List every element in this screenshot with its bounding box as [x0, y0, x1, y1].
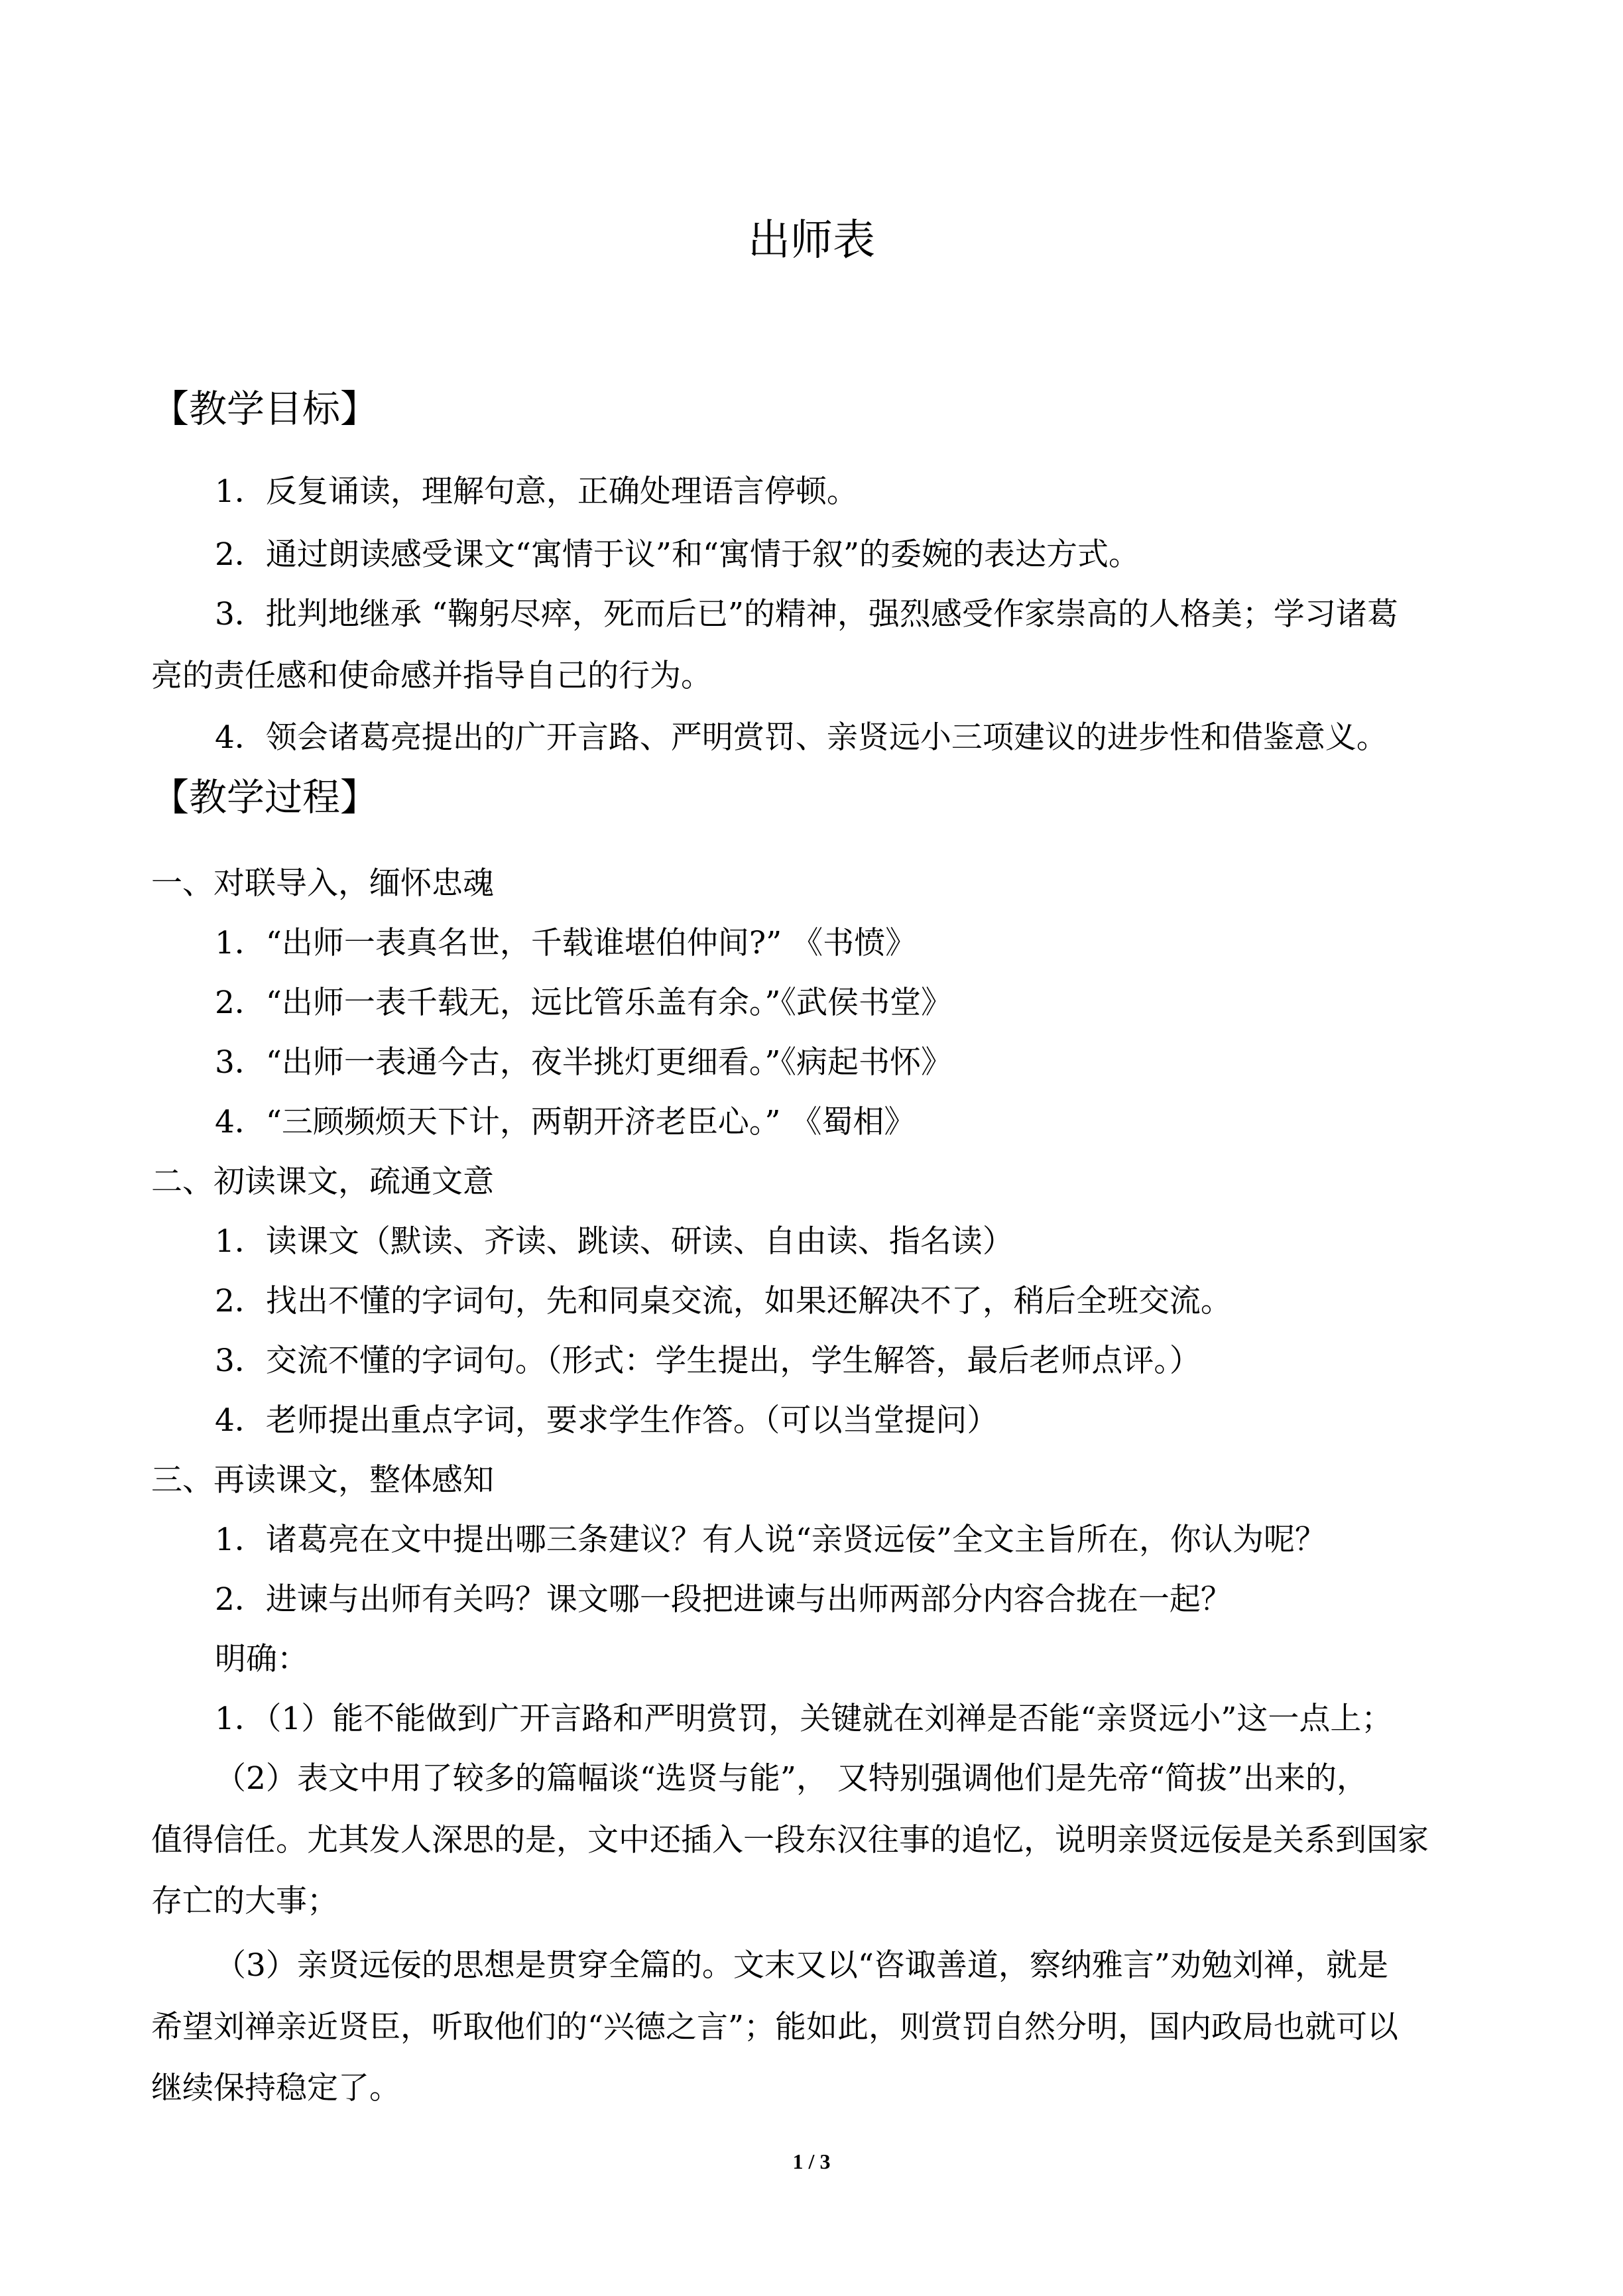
answer-label: 明确：: [215, 1641, 308, 1677]
reading-item: 3．交流不懂的字词句。（形式：学生提出，学生解答，最后老师点评。）: [215, 1343, 1201, 1379]
question-item: 2．进谏与出师有关吗？课文哪一段把进谏与出师两部分内容合拢在一起？: [215, 1581, 1232, 1618]
question-item: 1．诸葛亮在文中提出哪三条建议？有人说“亲贤远佞”全文主旨所在，你认为呢？: [215, 1522, 1326, 1558]
section-heading-process: 【教学过程】: [151, 776, 378, 819]
reading-item: 2．找出不懂的字词句，先和同桌交流，如果还解决不了，稍后全班交流。: [215, 1283, 1232, 1319]
section-heading-objectives: 【教学目标】: [151, 387, 378, 431]
answer-paragraph-continuation: 继续保持稳定了。: [151, 2070, 400, 2106]
couplet-item: 3．“出师一表通今古，夜半挑灯更细看。”《病起书怀》: [215, 1044, 952, 1081]
answer-paragraph: （3）亲贤远佞的思想是贯穿全篇的。文末又以“咨诹善道，察纳雅言”劝勉刘禅，就是: [215, 1947, 1388, 1984]
answer-paragraph: 1．（1）能不能做到广开言路和严明赏罚，关键就在刘禅是否能“亲贤远小”这一点上；: [215, 1701, 1393, 1737]
part-title: 三、再读课文，整体感知: [151, 1462, 494, 1498]
couplet-item: 2．“出师一表千载无，远比管乐盖有余。”《武侯书堂》: [215, 985, 952, 1021]
objective-item: 2．通过朗读感受课文“寓情于议”和“寓情于叙”的委婉的表达方式。: [215, 536, 1140, 573]
part-title: 二、初读课文，疏通文意: [151, 1164, 494, 1200]
objective-item: 3．批判地继承 “鞠躬尽瘁，死而后已”的精神，强烈感受作家崇高的人格美；学习诸葛: [215, 596, 1398, 633]
reading-item: 1．读课文（默读、齐读、跳读、研读、自由读、指名读）: [215, 1223, 1014, 1260]
couplet-item: 4．“三顾频烦天下计，两朝开济老臣心。” 《蜀相》: [215, 1104, 916, 1140]
answer-paragraph: （2）表文中用了较多的篇幅谈“选贤与能”， 又特别强调他们是先帝“简拔”出来的，: [215, 1760, 1368, 1797]
document-title: 出师表: [748, 216, 875, 265]
part-title: 一、对联导入，缅怀忠魂: [151, 865, 494, 902]
objective-item-continuation: 亮的责任感和使命感并指导自己的行为。: [151, 658, 712, 694]
answer-paragraph-continuation: 值得信任。尤其发人深思的是，文中还插入一段东汉往事的追忆，说明亲贤远佞是关系到国家: [151, 1822, 1429, 1858]
answer-paragraph-continuation: 存亡的大事；: [151, 1883, 338, 1919]
objective-item: 1．反复诵读，理解句意，正确处理语言停顿。: [215, 473, 858, 510]
couplet-item: 1．“出师一表真名世，千载谁堪伯仲间?” 《书愤》: [215, 925, 917, 961]
reading-item: 4．老师提出重点字词，要求学生作答。（可以当堂提问）: [215, 1402, 998, 1439]
answer-paragraph-continuation: 希望刘禅亲近贤臣，听取他们的“兴德之言”；能如此，则赏罚自然分明，国内政局也就可以: [151, 2009, 1399, 2045]
page-number: 1 / 3: [792, 2149, 831, 2173]
objective-item: 4．领会诸葛亮提出的广开言路、严明赏罚、亲贤远小三项建议的进步性和借鉴意义。: [215, 719, 1388, 756]
